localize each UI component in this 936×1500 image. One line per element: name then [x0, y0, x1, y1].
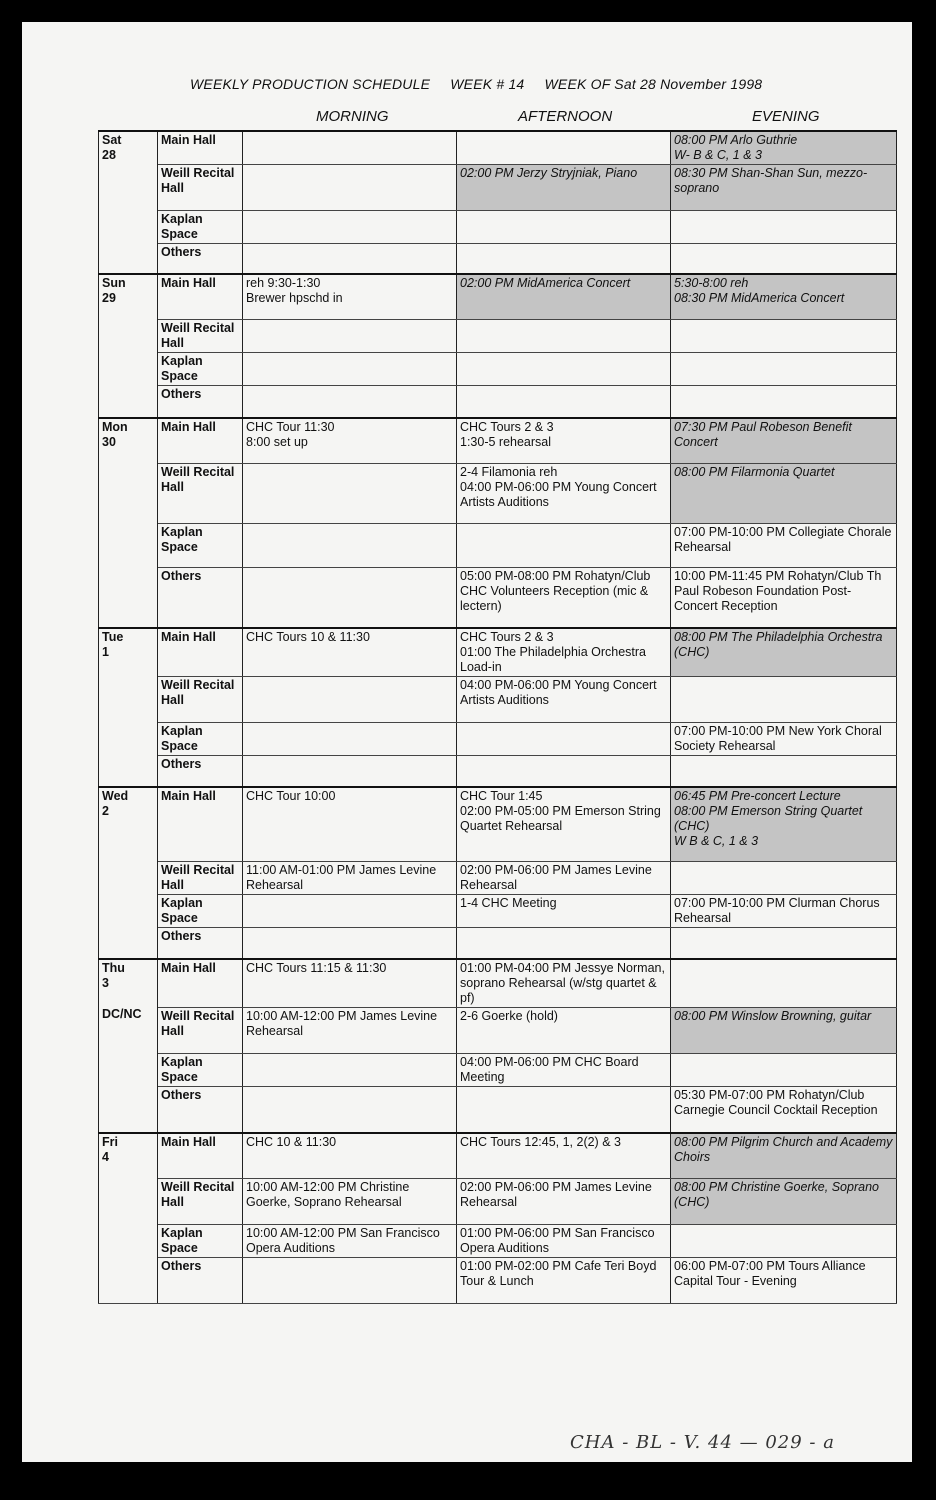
evening-cell	[671, 676, 897, 722]
afternoon-cell	[457, 320, 671, 353]
day-label-line: 4	[102, 1149, 109, 1164]
evening-cell	[671, 418, 897, 464]
event-entry: CHC Tour 11:30	[246, 419, 335, 434]
schedule-row	[99, 1225, 897, 1258]
schedule-row	[99, 464, 897, 524]
day-label	[99, 274, 158, 418]
evening-cell	[671, 211, 897, 244]
morning-cell	[243, 1008, 457, 1054]
day-label	[99, 628, 158, 788]
event-entry: 1:30-5 rehearsal	[460, 434, 552, 449]
event-entry: 07:30 PM Paul Robeson Benefit Concert	[674, 419, 852, 449]
afternoon-cell	[457, 274, 671, 320]
evening-cell	[671, 320, 897, 353]
event-entry: 08:30 PM MidAmerica Concert	[674, 290, 845, 305]
schedule-table	[98, 130, 897, 1304]
schedule-row	[99, 1133, 897, 1179]
schedule-row	[99, 1008, 897, 1054]
morning-cell	[243, 628, 457, 677]
day-label	[99, 959, 158, 1133]
event-entry: Brewer hpschd in	[246, 290, 343, 305]
room-label: Main Hall	[158, 628, 243, 677]
morning-cell	[243, 320, 457, 353]
event-entry: W- B & C, 1 & 3	[674, 148, 762, 162]
room-label: Others	[158, 1258, 243, 1304]
event-entry: 10:00 PM-11:45 PM Rohatyn/Club Th	[674, 569, 882, 583]
event-entry: 08:30 PM Shan-Shan Sun, mezzo-soprano	[674, 166, 868, 195]
room-label: Main Hall	[158, 787, 243, 861]
morning-cell	[243, 676, 457, 722]
afternoon-cell	[457, 959, 671, 1008]
evening-cell	[671, 1008, 897, 1054]
morning-cell	[243, 927, 457, 959]
event-entry: 07:00 PM-10:00 PM Clurman Chorus Rehearsal	[674, 895, 880, 925]
schedule-row	[99, 320, 897, 353]
event-entry: 10:00 AM-12:00 PM San Francisco Opera Auditions	[246, 1226, 440, 1255]
morning-cell	[243, 959, 457, 1008]
evening-cell	[671, 353, 897, 386]
schedule-row	[99, 1258, 897, 1304]
event-entry: 08:00 PM Arlo Guthrie	[674, 133, 798, 147]
room-label: Kaplan Space	[158, 211, 243, 244]
event-entry: 01:00 The Philadelphia Orchestra Load-in	[460, 644, 646, 674]
room-label: Weill Recital Hall	[158, 676, 243, 722]
evening-cell	[671, 464, 897, 524]
column-header-evening: EVENING	[752, 108, 820, 125]
day-label-line: Tue	[102, 629, 124, 644]
morning-cell	[243, 524, 457, 568]
event-entry: 01:00 PM-06:00 PM San Francisco Opera Auditions	[460, 1226, 655, 1255]
morning-cell	[243, 464, 457, 524]
event-entry: 08:00 PM Emerson String Quartet (CHC)	[674, 804, 863, 833]
event-entry: 04:00 PM-06:00 PM CHC Board Meeting	[460, 1055, 639, 1084]
room-label: Others	[158, 386, 243, 418]
room-label: Weill Recital Hall	[158, 1008, 243, 1054]
event-entry: CHC Tours 10 & 11:30	[246, 629, 370, 644]
evening-cell	[671, 1225, 897, 1258]
afternoon-cell	[457, 211, 671, 244]
event-entry: CHC Tours 2 & 3	[460, 419, 554, 434]
afternoon-cell	[457, 1225, 671, 1258]
room-label: Kaplan Space	[158, 722, 243, 755]
schedule-row	[99, 722, 897, 755]
column-header-morning: MORNING	[316, 108, 389, 125]
day-label-line: 1	[102, 644, 109, 659]
room-label: Others	[158, 1087, 243, 1133]
evening-cell	[671, 1179, 897, 1225]
title-week: WEEK # 14	[450, 76, 525, 92]
afternoon-cell	[457, 894, 671, 927]
day-label-line: Thu	[102, 961, 125, 975]
schedule-row	[99, 927, 897, 959]
event-entry: 08:00 PM Pilgrim Church and Academy Choirs	[674, 1134, 893, 1164]
event-entry: 08:00 PM Filarmonia Quartet	[674, 465, 835, 479]
evening-cell	[671, 628, 897, 677]
event-entry: 08:00 PM Winslow Browning, guitar	[674, 1009, 872, 1023]
event-entry: 02:00 PM MidAmerica Concert	[460, 275, 631, 290]
afternoon-cell	[457, 353, 671, 386]
room-label: Others	[158, 568, 243, 628]
day-label	[99, 1133, 158, 1304]
evening-cell	[671, 568, 897, 628]
afternoon-cell	[457, 861, 671, 894]
evening-cell	[671, 927, 897, 959]
day-label-line: Wed	[102, 789, 129, 803]
morning-cell	[243, 1087, 457, 1133]
afternoon-cell	[457, 418, 671, 464]
morning-cell	[243, 353, 457, 386]
day-label-line: 29	[102, 290, 116, 305]
event-entry: 07:00 PM-10:00 PM Collegiate Chorale Rehearsal	[674, 525, 892, 554]
room-label: Kaplan Space	[158, 1225, 243, 1258]
morning-cell	[243, 1179, 457, 1225]
event-entry: 04:00 PM-06:00 PM Young Concert Artists Auditions	[460, 480, 657, 509]
event-entry: Paul Robeson Foundation Post-Concert Reception	[674, 584, 852, 613]
schedule-row	[99, 1087, 897, 1133]
afternoon-cell	[457, 676, 671, 722]
evening-cell	[671, 1054, 897, 1087]
schedule-row	[99, 418, 897, 464]
morning-cell	[243, 861, 457, 894]
event-entry: 5:30-8:00 reh	[674, 275, 749, 290]
day-label-line: 28	[102, 148, 116, 162]
room-label: Weill Recital Hall	[158, 464, 243, 524]
event-entry: CHC Tours 2 & 3	[460, 629, 554, 644]
morning-cell	[243, 1054, 457, 1087]
schedule-row	[99, 568, 897, 628]
room-label: Weill Recital Hall	[158, 1179, 243, 1225]
event-entry: 02:00 PM-06:00 PM James Levine Rehearsal	[460, 862, 652, 892]
room-label: Weill Recital Hall	[158, 165, 243, 211]
morning-cell	[243, 165, 457, 211]
afternoon-cell	[457, 1258, 671, 1304]
room-label: Others	[158, 755, 243, 787]
schedule-row	[99, 787, 897, 861]
afternoon-cell	[457, 1054, 671, 1087]
handwritten-archive-note: CHA - BL - V. 44 — 029 - a	[570, 1432, 835, 1453]
room-label: Main Hall	[158, 1133, 243, 1179]
evening-cell	[671, 274, 897, 320]
morning-cell	[243, 386, 457, 418]
schedule-row	[99, 386, 897, 418]
column-header-afternoon: AFTERNOON	[518, 108, 613, 125]
schedule-row	[99, 165, 897, 211]
event-entry: 02:00 PM-05:00 PM Emerson String Quartet Rehearsal	[460, 804, 661, 833]
day-label	[99, 131, 158, 274]
morning-cell	[243, 1133, 457, 1179]
title-week-of: WEEK OF Sat 28 November 1998	[544, 76, 763, 92]
afternoon-cell	[457, 628, 671, 677]
event-entry: 06:45 PM Pre-concert Lecture	[674, 789, 841, 803]
morning-cell	[243, 131, 457, 165]
evening-cell	[671, 165, 897, 211]
event-entry: 02:00 PM Jerzy Stryjniak, Piano	[460, 166, 638, 180]
title-schedule: WEEKLY PRODUCTION SCHEDULE	[190, 76, 431, 92]
schedule-row	[99, 1054, 897, 1087]
evening-cell	[671, 1133, 897, 1179]
event-entry: 05:30 PM-07:00 PM Rohatyn/Club	[674, 1088, 865, 1102]
room-label: Weill Recital Hall	[158, 320, 243, 353]
schedule-row	[99, 676, 897, 722]
schedule-row	[99, 628, 897, 677]
afternoon-cell	[457, 244, 671, 274]
room-label: Kaplan Space	[158, 353, 243, 386]
evening-cell	[671, 1087, 897, 1133]
event-entry: 01:00 PM-04:00 PM Jessye Norman, soprano Rehearsal (w/stg quartet & pf)	[460, 961, 665, 1005]
room-label: Kaplan Space	[158, 1054, 243, 1087]
schedule-row	[99, 274, 897, 320]
schedule-row	[99, 244, 897, 274]
afternoon-cell	[457, 1087, 671, 1133]
room-label: Others	[158, 927, 243, 959]
event-entry: CHC Tour 10:00	[246, 789, 336, 803]
evening-cell	[671, 1258, 897, 1304]
morning-cell	[243, 1225, 457, 1258]
event-entry: 1-4 CHC Meeting	[460, 895, 557, 910]
afternoon-cell	[457, 568, 671, 628]
event-entry: CHC 10 & 11:30	[246, 1134, 337, 1149]
schedule-row	[99, 131, 897, 165]
evening-cell	[671, 787, 897, 861]
schedule-title	[190, 76, 778, 92]
morning-cell	[243, 722, 457, 755]
afternoon-cell	[457, 386, 671, 418]
evening-cell	[671, 131, 897, 165]
event-entry: 04:00 PM-06:00 PM Young Concert Artists Auditions	[460, 677, 657, 707]
day-label-line: Fri	[102, 1134, 118, 1149]
event-entry: 07:00 PM-10:00 PM New York Choral Society Rehearsal	[674, 723, 882, 753]
event-entry: reh 9:30-1:30	[246, 275, 321, 290]
room-label: Main Hall	[158, 959, 243, 1008]
room-label: Main Hall	[158, 274, 243, 320]
day-label-line: DC/NC	[102, 1007, 142, 1021]
day-label-line: Sat	[102, 133, 122, 147]
evening-cell	[671, 861, 897, 894]
room-label: Main Hall	[158, 131, 243, 165]
evening-cell	[671, 894, 897, 927]
evening-cell	[671, 386, 897, 418]
morning-cell	[243, 244, 457, 274]
morning-cell	[243, 1258, 457, 1304]
event-entry: 2-4 Filamonia reh	[460, 465, 558, 479]
event-entry: Carnegie Council Cocktail Reception	[674, 1103, 878, 1117]
afternoon-cell	[457, 1008, 671, 1054]
morning-cell	[243, 211, 457, 244]
morning-cell	[243, 787, 457, 861]
event-entry: 08:00 PM Christine Goerke, Soprano (CHC)	[674, 1180, 879, 1209]
event-entry: 05:00 PM-08:00 PM Rohatyn/Club	[460, 569, 651, 583]
day-label-line: Sun	[102, 275, 126, 290]
evening-cell	[671, 959, 897, 1008]
afternoon-cell	[457, 927, 671, 959]
day-label-line: 30	[102, 434, 116, 449]
room-label: Weill Recital Hall	[158, 861, 243, 894]
room-label: Others	[158, 244, 243, 274]
afternoon-cell	[457, 524, 671, 568]
schedule-row	[99, 524, 897, 568]
event-entry: 08:00 PM The Philadelphia Orchestra (CHC)	[674, 629, 883, 659]
event-entry: CHC Volunteers Reception (mic & lectern)	[460, 584, 649, 613]
afternoon-cell	[457, 722, 671, 755]
event-entry: 01:00 PM-02:00 PM Cafe Teri Boyd Tour & Lunch	[460, 1259, 657, 1288]
morning-cell	[243, 568, 457, 628]
schedule-row	[99, 1179, 897, 1225]
day-label	[99, 787, 158, 959]
afternoon-cell	[457, 755, 671, 787]
day-label-line: Mon	[102, 419, 128, 434]
schedule-row	[99, 211, 897, 244]
afternoon-cell	[457, 131, 671, 165]
schedule-row	[99, 959, 897, 1008]
event-entry: 10:00 AM-12:00 PM James Levine Rehearsal	[246, 1009, 438, 1038]
schedule-row	[99, 353, 897, 386]
event-entry: W B & C, 1 & 3	[674, 834, 759, 848]
evening-cell	[671, 755, 897, 787]
event-entry: 2-6 Goerke (hold)	[460, 1009, 558, 1023]
event-entry: CHC Tours 12:45, 1, 2(2) & 3	[460, 1134, 621, 1149]
evening-cell	[671, 722, 897, 755]
afternoon-cell	[457, 1179, 671, 1225]
event-entry: 02:00 PM-06:00 PM James Levine Rehearsal	[460, 1180, 652, 1209]
day-label	[99, 418, 158, 628]
schedule-row	[99, 755, 897, 787]
event-entry: 11:00 AM-01:00 PM James Levine Rehearsal	[246, 862, 437, 892]
event-entry: CHC Tour 1:45	[460, 789, 543, 803]
event-entry: 10:00 AM-12:00 PM Christine Goerke, Soprano Rehearsal	[246, 1180, 410, 1209]
morning-cell	[243, 755, 457, 787]
event-entry: CHC Tours 11:15 & 11:30	[246, 961, 387, 975]
morning-cell	[243, 274, 457, 320]
event-entry: 06:00 PM-07:00 PM Tours Alliance Capital Tour - Evening	[674, 1259, 866, 1288]
room-label: Kaplan Space	[158, 524, 243, 568]
morning-cell	[243, 418, 457, 464]
morning-cell	[243, 894, 457, 927]
afternoon-cell	[457, 165, 671, 211]
afternoon-cell	[457, 787, 671, 861]
room-label: Kaplan Space	[158, 894, 243, 927]
schedule-row	[99, 894, 897, 927]
event-entry: 8:00 set up	[246, 434, 308, 449]
schedule-row	[99, 861, 897, 894]
day-label-line: 2	[102, 804, 109, 818]
day-label-line: 3	[102, 976, 109, 990]
afternoon-cell	[457, 464, 671, 524]
room-label: Main Hall	[158, 418, 243, 464]
evening-cell	[671, 524, 897, 568]
afternoon-cell	[457, 1133, 671, 1179]
evening-cell	[671, 244, 897, 274]
